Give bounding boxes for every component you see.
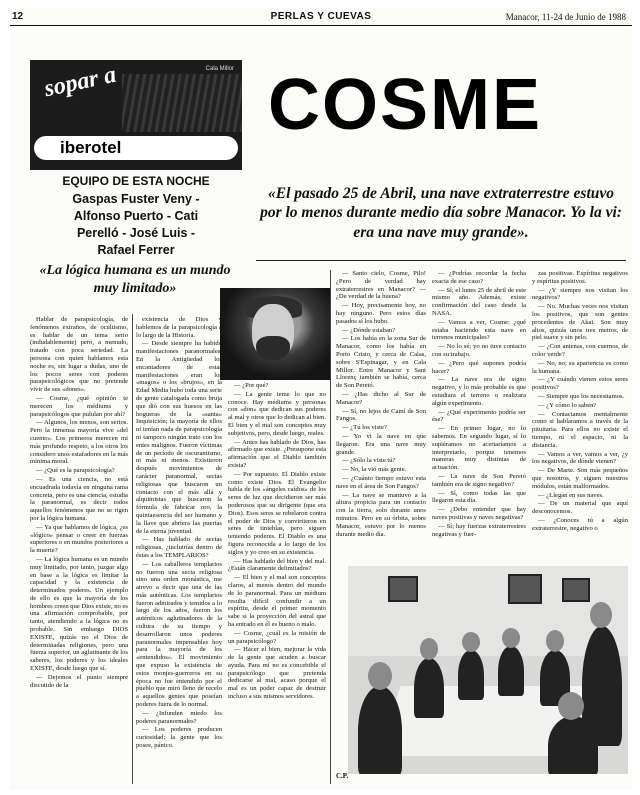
paragraph: — Vamos a ver, vamos a ver, ¿y los negativos, de dónde vienen? [532, 450, 628, 466]
paragraph: — No, la vió más gente. [342, 466, 407, 474]
photo-person-head [590, 602, 612, 628]
paragraph: — ¿Tú los viste? [342, 424, 387, 432]
photo-person [548, 716, 598, 774]
paragraph: — ¿Infunden miedo los poderes paranormales? [136, 709, 222, 725]
photo-person-head [558, 692, 584, 720]
paragraph: — No, no; su apariencia es como la humana. [532, 359, 628, 375]
divider [256, 260, 626, 261]
article-column-5 [432, 270, 526, 560]
paragraph: — La gente teme lo que no conoce. Hay médiums y personas con «don» que dedican sus poderes al mal y otros que lo dedican al bien. El bien y el mal son conceptos muy subjetivos, pero, desde luego, reales. [228, 390, 326, 437]
interview-portrait-photo [220, 288, 330, 380]
paragraph: — ¿Llegan en sus naves. [538, 491, 604, 499]
paragraph: — Dejemos el punto siempre discutido de la [30, 673, 128, 689]
paragraph: — Cosme, ¿qué opinión te merecen los médiums y parapsicólogos que pululan por ahí? [30, 394, 128, 418]
group-dinner-photo [348, 566, 628, 774]
issue-date: Manacor, 11-24 de Junio de 1988 [505, 12, 626, 22]
paragraph: existencia de Dios y hablemos de la parapsicología a lo largo de la Historia. [136, 316, 222, 339]
article-column-1 [30, 316, 128, 790]
banner-title: COSME [268, 65, 543, 145]
paragraph: — Es una ciencia, no está encuadrada todavía en ninguna rama concreta, pero es una ciencia, estudia la paranormal, es decir todos aquellos fenómenos que no se rigen por la lógica humana. [30, 475, 128, 522]
author-signature: C.P. [336, 772, 349, 780]
paragraph: — Sí, como todas las que llegaron esta día. [432, 489, 526, 505]
paragraph: — De Marte. Son más pequeños que nosotros, y siguen nuestros módulos, están malformados. [532, 467, 628, 490]
banner [246, 58, 630, 158]
crew-names [30, 191, 242, 259]
paragraph: — ¿Has dicho al Sur de Manacor? [336, 390, 426, 406]
paragraph: — Contactamos mentalmente como si hablaramos a través de la pituitaria. Para ellos no existe el tiempo, ni el espacio, ni la distancia. [532, 410, 628, 449]
column-rule [132, 314, 133, 784]
paragraph: — ¿Y cómo lo saben? [538, 401, 597, 409]
article-column-6 [532, 270, 628, 560]
paragraph: — Antes has hablado de Dios, has afirmado que existe. ¿Presupone esta afirmación que el Diablo también exista? [228, 438, 326, 469]
paragraph: — La nave se mantuvo a la altura propicia para un contacto con la tierra, solo durante unos minutos. Pero en su órbita, sobre Manacor, estuvo por lo menos durante medio día. [336, 491, 426, 538]
paragraph: — ¿Cuánto tiempo estuvo esta nave en el área de Son Fangos? [336, 474, 426, 490]
crew-box [30, 174, 242, 259]
paragraph: — La lógica humana es un mundo muy limitado, por tanto, juzgar algo en base a la lógica es limitar la capacidad y la existencia de determinados poderes. Un ejemplo de ello es que la mayoría de los hombres creen que Dios existe, no es una afirmación comprobable, por tanto, atendiendo a la lógica no es probable. Sin embargo DIOS EXISTE, quizás no el Dios de determinadas religiones, pero una fuerza superior, un aglutinante de los saberes, los poderes y los ideales EXISTE, desde luego que sí. [30, 555, 128, 673]
photo-wall-frame [388, 576, 418, 602]
paragraph: — No lo sé; yo no tuve contacto con su trabajo. [432, 343, 526, 358]
paragraph: — Hoy, precisamente hoy, no hay ninguno. Pero estos días pasados sí los hubo. [336, 302, 426, 325]
paragraph: — ¿Por qué? [234, 382, 269, 389]
paragraph: — Cosme, ¿cuál es la misión de un parapsicólogo? [228, 629, 326, 645]
paragraph: — Algunos, los menos, son serios. Pero la inmensa mayoría vive «del cuento». Los primeros merecen mi más profundo respeto, a los otros los considero unos estafadores en la más mínima moral. [30, 419, 128, 466]
crew-name: Alfonso Puerto - Cati [73, 209, 199, 223]
column-rule [330, 270, 331, 784]
paragraph: — Has hablado del bien y del mal. ¿Están claramente delimitados? [228, 557, 326, 573]
paragraph: — ¿Conoces tú a algún extraterrestre, negativo o [532, 516, 628, 532]
photo-wall-frame [508, 574, 542, 604]
sponsor-logo [30, 60, 242, 170]
crew-name: Gaspas Fuster Veny - [72, 192, 200, 206]
paragraph: — Hacer el bien, mejorar la vida de la gente que acuden a buscar ayuda. Para mí no es concebible el parapsicólogo que pretenda dedicarse al mal, acaso porque el mal es un poder capaz de destruir incluso a sus mismos servidores. [228, 646, 326, 701]
paragraph: — Ya que hablamos de lógica, ¿es «lógico» pensar o creer en fuerzas superiores o en mundos posteriores a la muerte? [30, 523, 128, 555]
paragraph: — Por supuesto. El Diablo existe como existe Dios. El Evangelio habla de los «ángeles caídos» de los seres de luz que decidieron ser más poderosos que su dirigente (que era Dios). Esos seres se rebelaron contra el poder de Dios y convirtieron en seres de tinieblas, pero siguen teniendo poderes. El Diablo es una figura reconocida a lo largo de los siglos y yo creo en su existencia. [228, 470, 326, 556]
paragraph: — ¿Y cuándo vienen estos seres positivos? [532, 376, 628, 392]
paragraph: — ¿Debo entender que hay naves positivas y naves negativas? [432, 506, 526, 521]
paragraph: — El bien y el mal son conceptos claros, al menos dentro del mundo de lo paranormal. Para un médium resulta difícil confundir a un espíritu, desde el primer momento sabe si la proyección del astral que ha entrado en él es bueno o malo. [228, 574, 326, 628]
paragraph: — Los caballeros templarios no fueron una secta religiosa sino una orden monástica, me atrevo a decir que una de las más auténticas. Los templarios fueron admirados y temidos a lo largo de los años, fueron los auténticos aglutinadores de la cultura de su tiempo y desarrollaron unos poderes paranormales impensables hoy para la mayoría de los «entendidos». El movimiento que expuso la existencia de estos monjes-guerreros en su época no fue entendido por el pueblo que miró lleno de recelo a aquellos gentes que poseían poderes fuera de lo normal. [136, 560, 222, 709]
paragraph: Hablar de parapsicología, de fenómenos extraños, de ocultismo, es hablar de un tema serio (indudablemente) pero, a menudo, tratado con poca seriedad. La persona con quien hablamos esta noche es, sin lugar a dudas, uno de los pocos seres con poderes parapsicológicos que no pretende vivir de sus «dones». [30, 316, 128, 394]
paragraph: — Los había en la zona Sur de Manacor, como los había en Porto Cristo, y cerca de Calas, sobre S'Espinagar, y en Cala Millor. Entre Manacor y Sant Llorenç también se había, cerca de Son Peretó. [336, 335, 426, 390]
paragraph: — Siempre que los necesitamos. [538, 392, 625, 400]
paragraph: — ¿Podrías recordar la fecha exacta de ese caso? [432, 270, 526, 285]
paragraph: — La nave era de signo negativo, y lo más probable es que estudiara el terreno o realizara algún experimento. [432, 376, 526, 407]
photo-person [458, 650, 484, 700]
sponsor-tagline: sopar a [41, 61, 119, 103]
sponsor-place: Cala Millor [205, 66, 234, 72]
photo-person [358, 686, 402, 774]
paragraph: — ¿Qué es la parapsicología? [36, 467, 115, 475]
crew-name: Perelló - José Luis - [76, 226, 196, 240]
article-column-4 [336, 270, 426, 560]
paragraph: — ¿Pero qué supones podría hacer? [432, 359, 526, 375]
photo-person-head [546, 630, 564, 652]
paragraph: — En primer lugar, no lo sabemos. En segundo lugar, sí lo supiéramos no acertaríamos a interpretarlo, porque tenemos maneras muy distintas de actuación. [432, 425, 526, 472]
paragraph: zas positivas. Espíritus negativos y espíritus positivos. [532, 270, 628, 285]
paragraph: — Los poderes producen curiosidad; la gente que los posee, pánico. [136, 726, 222, 750]
paragraph: — De un material que aquí desconocemos. [532, 500, 628, 516]
photo-person-head [368, 662, 392, 690]
paragraph: — Sí; el lunes 25 de abril de este mismo año. Además, existe confirmación del caso desde la NASA. [432, 286, 526, 317]
paragraph: — ¿Con antenas, con cuernos, de color verde? [532, 343, 628, 358]
crew-label: EQUIPO DE ESTA NOCHE [62, 174, 210, 188]
paragraph: — ¿Sólo la viste tú? [342, 457, 396, 465]
article-column-3 [228, 382, 326, 782]
photo-wall-frame [562, 578, 590, 602]
paragraph: — Desde siempre ha habido manifestaciones paranormales. En la Antigüedad los encantadores de estas manifestaciones eran los «magos» o los «brujos», en la Edad Media hubo toda una serie de gente catalogada como bruja que dió con sus huesos en las hogueras de la «santa» Inquisición; la mayoría de ellos ni tenían nada de parapsicología ni tampoco ningún trato con los entes malignos. Fueron víctimas de un período de oscurantismo, ni más ni menos. Existieron después movimientos de carácter paranormal, sectas religiosas que buscaron un contacto con el más allá y alquimistas que buscaron la fórmula de fabricar oro, la quintaesencia del ser humano y la llave que abriera las puertas de la eterna juventud. [136, 340, 222, 535]
newspaper-page [10, 8, 632, 790]
photo-person-head [420, 638, 438, 660]
paragraph: — Sí, no lejos de Camí de Son Fangos. [336, 407, 426, 423]
photo-person [498, 646, 524, 696]
left-pullquote: «La lógica humana es un mundo muy limitado» [39, 263, 231, 296]
portrait-beard [256, 336, 290, 360]
paragraph: — La nave de Son Peretó también era de signo negativo? [432, 472, 526, 488]
paragraph: — Sí; hay fuerzas extraterrestres negativas y fuer- [432, 522, 526, 538]
paragraph: — No. Muchas veces nos visitan los positivos, que son gentes procedentes de Akai. Son muy altos, quizás unos tres metros, de piel suave y sin pelo. [532, 303, 628, 342]
paragraph: — Vamos a ver, Cosme: ¿qué estaba haciendo esta nave en terrenos municipales? [432, 318, 526, 342]
paragraph: — ¿Dónde estaban? [342, 326, 396, 334]
paragraph: — Yo vi la nave en que llegaron. Era una nave muy grande. [336, 432, 426, 456]
article-column-2 [136, 316, 222, 790]
photo-person [414, 658, 444, 718]
logo-stripes [122, 74, 242, 132]
main-pullquote: «El pasado 25 de Abril, una nave extraterrestre estuvo por lo menos durante medio día sobre Manacor. Yo la vi: era una nave muy grande». [260, 185, 622, 241]
running-header [10, 8, 632, 26]
paragraph: — Has hablado de sectas religiosas, ¿incluirías dentro de éstas a los TEMPLARIOS? [136, 536, 222, 559]
paragraph: — ¿Y siempre nos visitan los negativos? [532, 286, 628, 302]
sponsor-brand: iberotel [34, 136, 238, 160]
paragraph: — ¿Qué experimento podría ser ése? [432, 408, 526, 424]
crew-name: Rafael Ferrer [97, 243, 175, 257]
photo-person-head [462, 632, 480, 652]
masthead: PERLAS Y CUEVAS [270, 11, 372, 22]
paragraph: — Santo cielo, Cosme, Pilo! ¿Pero de verdad hay extraterrestres en Manacor? — ¿De verdad de la buena? [336, 270, 426, 301]
page-number: 12 [12, 11, 24, 22]
photo-person-head [502, 628, 520, 648]
